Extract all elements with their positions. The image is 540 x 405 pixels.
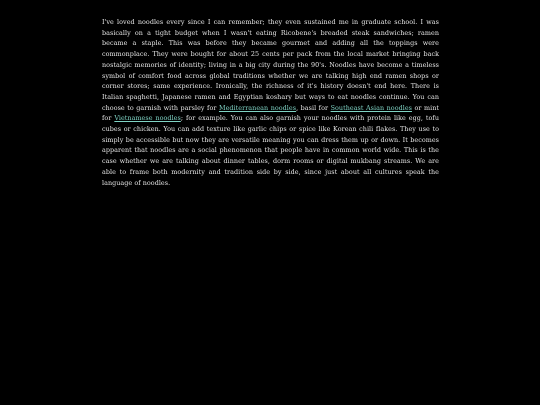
article-text-part-2: , basil for: [296, 103, 331, 112]
southeast-asian-noodles-link[interactable]: Southeast Asian noodles: [330, 103, 412, 112]
article-text-part-4: ; for example. You can also garnish your noodles with protein like egg, tofu cubes or chicken. You can add texture like garlic chips or spice like Korean chili flakes. They use to simply be accessible but now they are versatile meaning you can dress them up or down. It becomes apparent that noodles are a social phenomenon that people have in common world wide. This is the case whether we are talking about dinner tables, dorm rooms or digital mukbang streams. We are able to frame both modernity and tradition side by side, since just about all cultures speak the language of noodles.: [102, 114, 439, 187]
article-text-part-1: I've loved noodles every since I can remember; they even sustained me in graduate school. I was basically on a tight budget when I wasn't eating Ricobene's breaded steak sandwiches; ramen became a staple. This was before they became gourmet and adding all the toppings were commonplace. They were bought for about 25 cents per pack from the local market bringing back nostalgic memories of identity; living in a big city during the 90's. Noodles have become a timeless symbol of comfort food across global traditions whether we are talking high end ramen shops or corner stores; same experience. Ironically, the richness of it's history doesn't end here. There is Italian spaghetti, Japanese ramen and Egyptian koshary but ways to eat noodles continue. You can choose to garnish with parsley for: [102, 18, 439, 112]
vietnamese-noodles-link[interactable]: Vietnamese noodles: [114, 114, 181, 123]
mediterranean-noodles-link[interactable]: Mediterranean noodles: [218, 103, 297, 112]
article-paragraph: [102, 17, 439, 188]
article-text-part-3: or mint for: [102, 103, 439, 123]
